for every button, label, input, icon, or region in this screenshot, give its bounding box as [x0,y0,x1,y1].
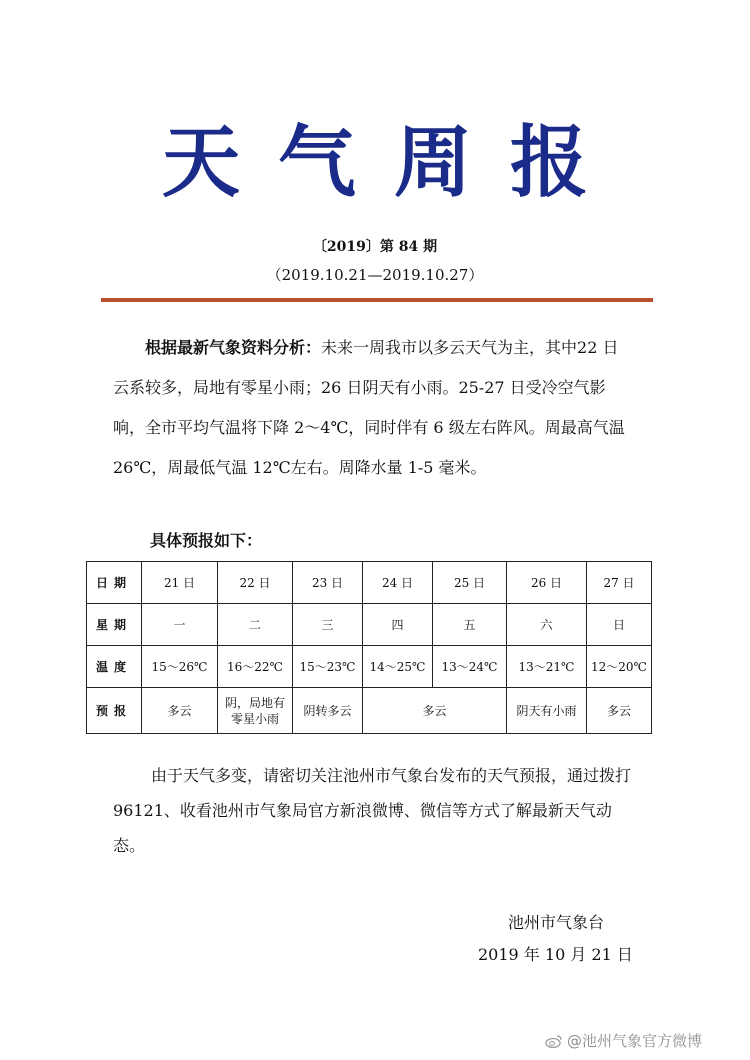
temperature-cell: 15～26℃ [142,646,218,688]
header-divider [101,298,653,302]
table-row [87,562,652,604]
forecast-table [86,561,652,734]
issuing-organization: 池州市气象台 [508,913,605,932]
temperature-cell: 15～23℃ [293,646,363,688]
date-cell: 22 日 [218,562,293,604]
table-heading: 具体预报如下： [150,531,263,550]
temperature-cell: 13～24℃ [433,646,507,688]
date-cell: 27 日 [587,562,652,604]
weekday-cell: 二 [218,604,293,646]
analysis-text: 未来一周我市以多云天气为主，其中22 日云系较多，局地有零星小雨；26 日阴天有小雨。25-27 日受冷空气影响，全市平均气温将下降 2～4℃，同时伴有 6 级左右阵风。周最高气温 26℃，周最低气温 12℃左右。周降水量 1-5 毫米。 [113,338,625,477]
row-label-date: 日期 [87,562,142,604]
analysis-paragraph [113,328,633,488]
row-label-temperature: 温度 [87,646,142,688]
temperature-cell: 14～25℃ [363,646,433,688]
date-cell: 26 日 [507,562,587,604]
closing-paragraph [113,758,633,863]
temperature-cell: 13～21℃ [507,646,587,688]
table-row [87,604,652,646]
watermark-text: @池州气象官方微博 [567,1032,703,1050]
forecast-cell: 阴，局地有零星小雨 [218,688,293,734]
sign-date: 2019 年 10 月 21 日 [478,945,633,964]
temperature-cell: 12～20℃ [587,646,652,688]
forecast-cell: 多云 [363,688,507,734]
row-label-forecast: 预报 [87,688,142,734]
closing-text: 由于天气多变，请密切关注池州市气象台发布的天气预报，通过拨打96121、收看池州市气象局官方新浪微博、微信等方式了解最新天气动态。 [113,766,632,855]
weibo-watermark [545,1030,702,1051]
weekday-cell: 五 [433,604,507,646]
table-row [87,688,652,734]
weekday-cell: 日 [587,604,652,646]
forecast-cell: 多云 [587,688,652,734]
issue-number: 〔2019〕第 84 期 [312,239,438,255]
weekday-cell: 四 [363,604,433,646]
date-cell: 23 日 [293,562,363,604]
report-title: 天气周报 [161,117,626,208]
weekday-cell: 三 [293,604,363,646]
date-cell: 21 日 [142,562,218,604]
date-range: （2019.10.21—2019.10.27） [266,266,484,284]
forecast-cell: 多云 [142,688,218,734]
analysis-lead: 根据最新气象资料分析： [145,338,322,357]
row-label-weekday: 星期 [87,604,142,646]
forecast-cell: 阴转多云 [293,688,363,734]
date-cell: 25 日 [433,562,507,604]
weibo-icon [545,1034,563,1048]
forecast-cell: 阴天有小雨 [507,688,587,734]
weekday-cell: 六 [507,604,587,646]
date-cell: 24 日 [363,562,433,604]
temperature-cell: 16～22℃ [218,646,293,688]
weekday-cell: 一 [142,604,218,646]
table-row [87,646,652,688]
